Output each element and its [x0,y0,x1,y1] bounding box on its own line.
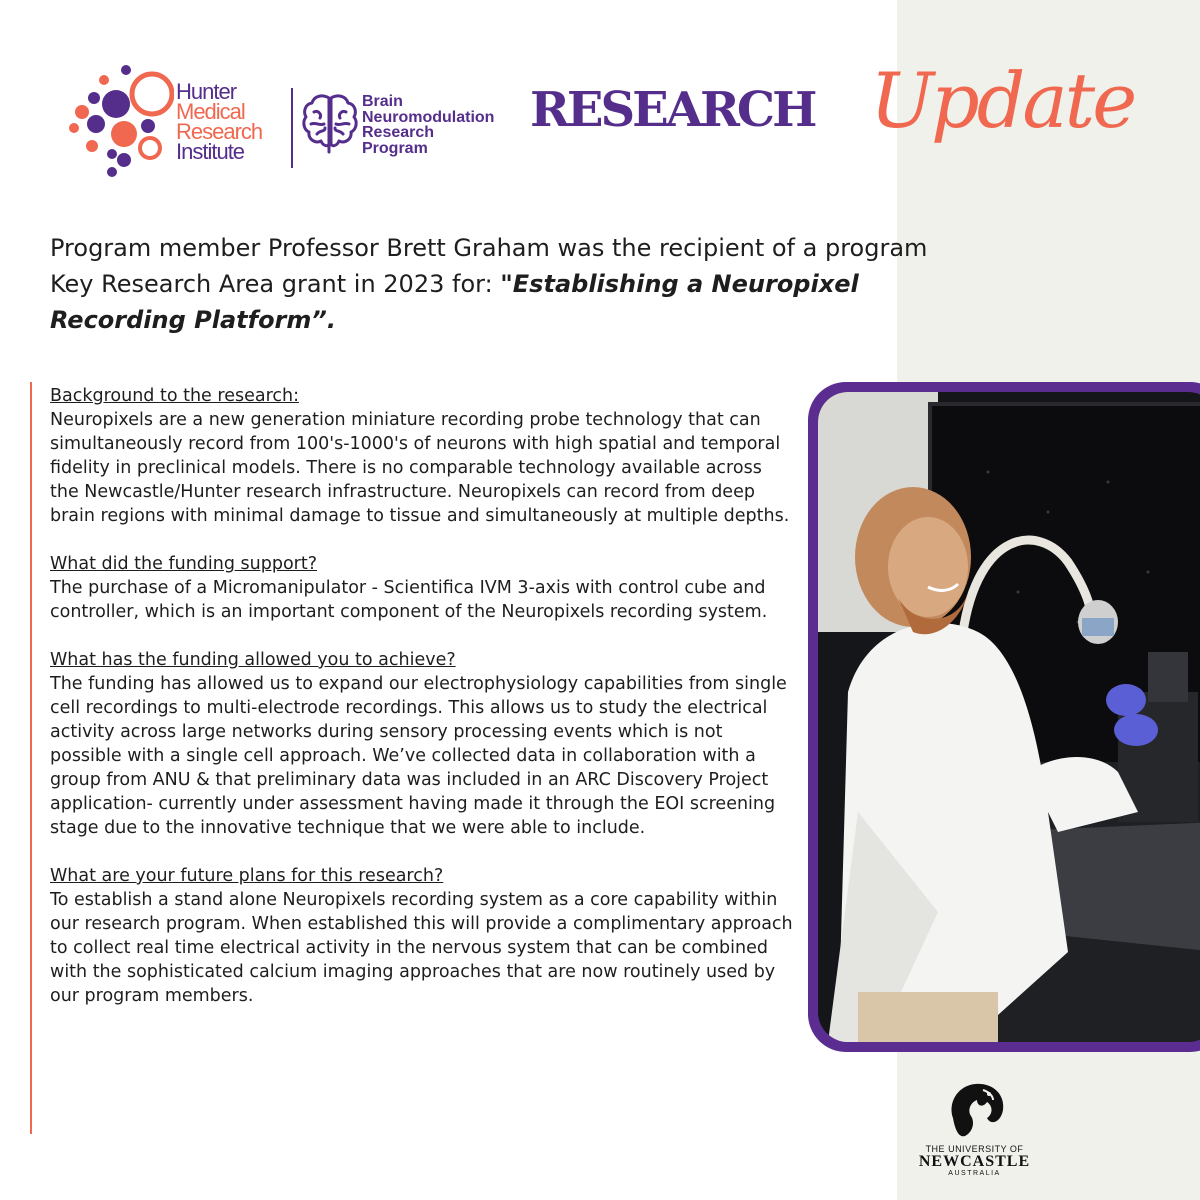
section-heading: Background to the research: [50,386,299,406]
section-achievements [50,648,795,840]
researcher-photo [818,392,1200,1042]
photo-frame [808,382,1200,1052]
bnrp-name [362,94,494,156]
heading-research: RESEARCH [530,82,815,138]
uon-logo [912,1080,1037,1190]
section-future-plans [50,864,795,1008]
hmri-line-2: Medical [176,99,245,124]
bnrp-line-2: Neuromodulation [362,108,495,126]
hmri-line-1: Hunter [176,79,237,104]
brain-icon [302,92,358,154]
accent-line [30,382,32,1134]
section-text: The funding has allowed us to expand our electrophysiology capabilities from single cell recordings to multi-electrode recordings. This allows us to study the electrical activity across large networks during sensory processing events which is not possible with a single cell approach. We’ve collected data in collaboration with a group from ANU & that preliminary data was included in an ARC Discovery Project application- currently under assessment having made it through the EOI screening stage due to the innovative technique that we were able to include. [50,674,787,838]
hmri-line-3: Research [176,119,263,144]
section-text: The purchase of a Micromanipulator - Scientifica IVM 3-axis with control cube and controller, which is an important component of the Neuropixels recording system. [50,578,768,622]
section-heading: What are your future plans for this research? [50,866,444,886]
hmri-circles-icon [64,64,174,184]
uon-line-1: THE UNIVERSITY OF [925,1144,1024,1154]
bnrp-line-3: Research [362,124,435,141]
section-text: Neuropixels are a new generation miniature recording probe technology that can simultaneously record from 100's-1000's of neurons with high spatial and temporal fidelity in preclinical models. There is no comparable technology available across the Newcastle/Hunter research infrastructure. Neuropixels can record from deep brain regions with minimal damage to tissue and simultaneously at multiple depths. [50,410,790,526]
heading-update: Update [870,56,1135,145]
hmri-line-4: Institute [176,139,245,164]
uon-line-2: NEWCASTLE [918,1153,1031,1170]
hmri-name [176,79,286,164]
intro-grant-title: "Establishing a Neuropixel Recording Platform”. [50,270,859,334]
section-heading: What did the funding support? [50,554,318,574]
seahorse-crest-icon [943,1080,1007,1142]
logo-divider [291,88,293,168]
bnrp-line-4: Program [362,139,428,157]
lab-photo-illustration [818,392,1200,1042]
intro-paragraph [50,230,930,338]
section-heading: What has the funding allowed you to achieve? [50,650,456,670]
intro-text: Program member Professor Brett Graham was the recipient of a program Key Research Area grant in 2023 for: [50,234,928,298]
uon-line-3: AUSTRALIA [948,1170,1001,1177]
body-sections [50,384,795,1032]
section-funding-support [50,552,795,624]
hmri-logo [64,64,504,184]
section-background [50,384,795,528]
section-text: To establish a stand alone Neuropixels recording system as a core capability within our research program. When established this will provide a complimentary approach to collect real time electrical activity in the nervous system that can be combined with the sophisticated calcium imaging approaches that are now routinely used by our program members. [50,890,793,1006]
bnrp-line-1: Brain [362,93,403,110]
